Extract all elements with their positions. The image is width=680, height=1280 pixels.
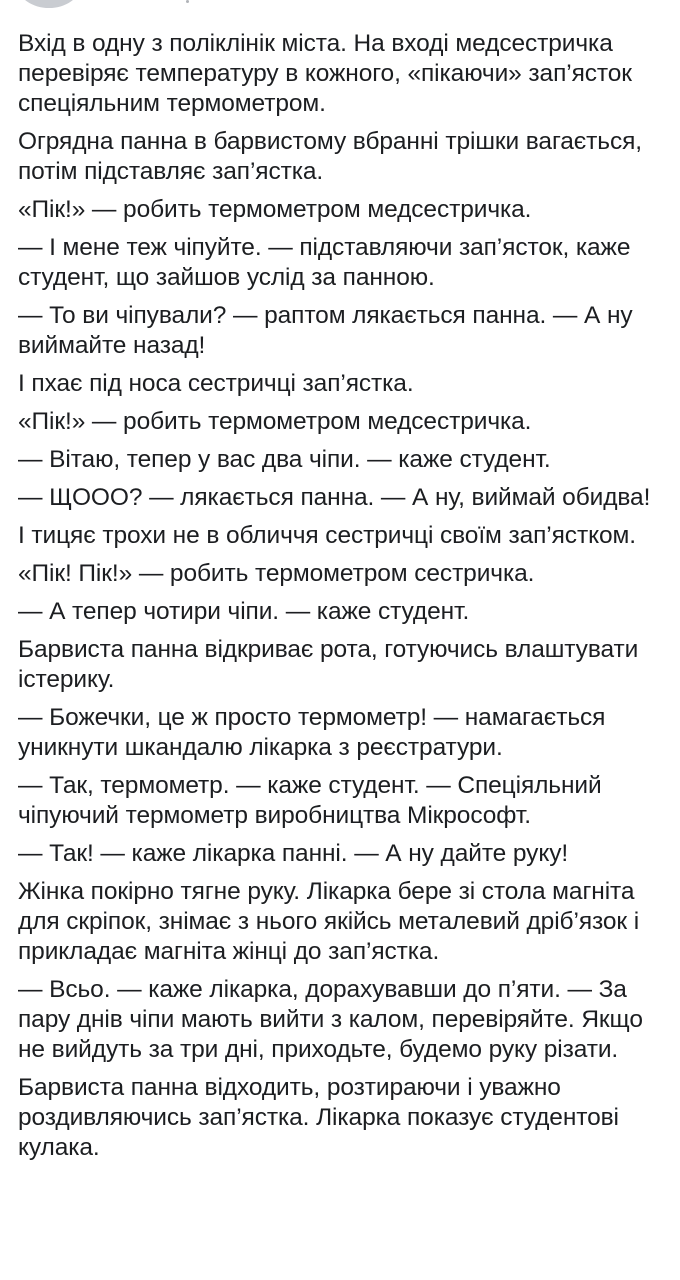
post-paragraph: Вхід в одну з поліклінік міста. На вході медсестричка перевіряє температуру в кожного, «пікаючи» зап’ясток спеціяльним термометром. <box>18 30 632 117</box>
post-paragraph: — Божечки, це ж просто термометр! — намагається уникнути шкандалю лікарка з реєстратури. <box>18 704 606 761</box>
post-paragraph: «Пік! Пік!» — робить термометром сестричка. <box>18 560 535 587</box>
post-paragraph: — Так! — каже лікарка панні. — А ну дайте руку! <box>18 840 569 867</box>
separator-dot-icon <box>186 0 189 3</box>
post-paragraph: — Всьо. — каже лікарка, дорахувавши до п’яти. — За пару днів чіпи мають вийти з калом, перевіряйте. Якщо не вийдуть за три дні, приходьте, будемо руку різати. <box>18 976 643 1063</box>
post-paragraph: Огрядна панна в барвистому вбранні трішки вагається, потім підставляє зап’ястка. <box>18 128 642 185</box>
post-paragraph: І тицяє трохи не в обличчя сестричці своїм зап’ястком. <box>18 522 636 549</box>
post-paragraph: — То ви чіпували? — раптом лякається панна. — А ну виймайте назад! <box>18 302 633 359</box>
post-text <box>18 29 666 1171</box>
post-paragraph: — Так, термометр. — каже студент. — Спеціяльний чіпуючий термометр виробництва Мікрософт. <box>18 772 602 829</box>
author-avatar[interactable] <box>18 0 80 8</box>
post-header-strip <box>0 0 680 10</box>
post-paragraph: «Пік!» — робить термометром медсестричка. <box>18 196 532 223</box>
post-paragraph: — А тепер чотири чіпи. — каже студент. <box>18 598 470 625</box>
post-paragraph: — І мене теж чіпуйте. — підставляючи зап’ясток, каже студент, що зайшов услід за панною. <box>18 234 631 291</box>
post-paragraph: «Пік!» — робить термометром медсестричка. <box>18 408 532 435</box>
post-paragraph: Барвиста панна відкриває рота, готуючись влаштувати істерику. <box>18 636 639 693</box>
post-paragraph: Барвиста панна відходить, розтираючи і уважно роздивляючись зап’ястка. Лікарка показує студентові кулака. <box>18 1074 619 1161</box>
post-paragraph: Жінка покірно тягне руку. Лікарка бере зі стола магніта для скріпок, знімає з нього якійсь металевий дріб’язок і прикладає магніта жінці до зап’ястка. <box>18 878 640 965</box>
post-paragraph: — Вітаю, тепер у вас два чіпи. — каже студент. <box>18 446 551 473</box>
post-paragraph: — ЩООО? — лякається панна. — А ну, виймай обидва! <box>18 484 651 511</box>
post-paragraph: І пхає під носа сестричці зап’ястка. <box>18 370 414 397</box>
